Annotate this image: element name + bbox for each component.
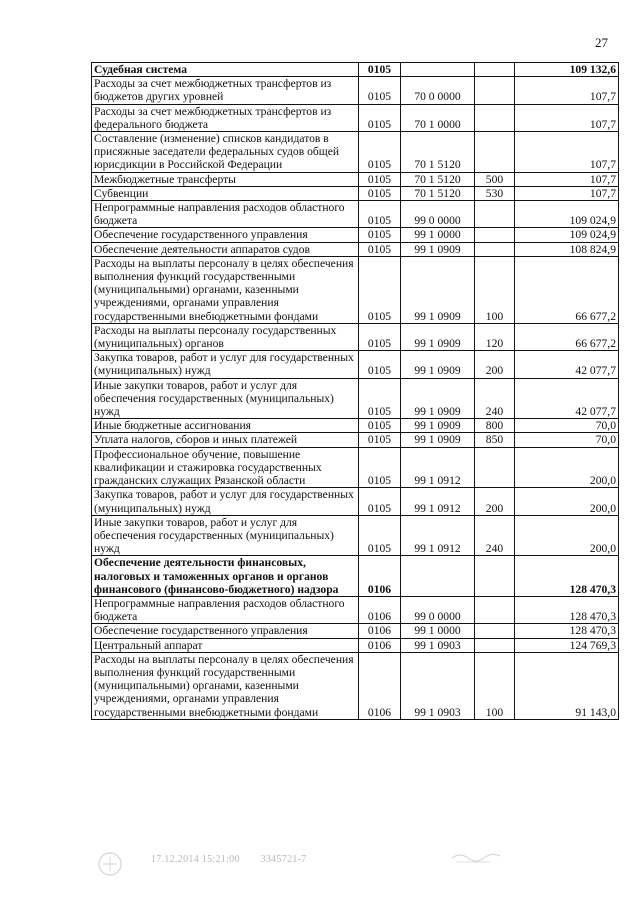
row-amount: 107,7 <box>515 104 619 131</box>
row-amount: 66 677,2 <box>515 323 619 350</box>
row-section: 0105 <box>359 515 401 556</box>
row-expense-type <box>475 104 515 131</box>
row-section: 0105 <box>359 447 401 488</box>
row-name: Составление (изменение) списков кандидатов в присяжные заседатели федеральных судов общей юрисдикции в Российской Федерации <box>92 132 359 173</box>
row-amount: 124 769,3 <box>515 638 619 652</box>
row-expense-type: 200 <box>475 488 515 515</box>
row-amount: 200,0 <box>515 515 619 556</box>
row-amount: 200,0 <box>515 447 619 488</box>
footer-doc-id: 3345721-7 <box>260 854 307 865</box>
footer-datetime: 17.12.2014 15:21:00 <box>151 854 240 865</box>
table-row <box>92 433 619 447</box>
row-expense-type: 120 <box>475 323 515 350</box>
table-row <box>92 228 619 242</box>
row-expense-type <box>475 638 515 652</box>
row-target <box>401 63 475 77</box>
row-section: 0105 <box>359 256 401 323</box>
row-target: 99 0 0000 <box>401 201 475 228</box>
scan-noise-icon <box>450 850 510 864</box>
table-row <box>92 515 619 556</box>
table-row <box>92 77 619 104</box>
row-section: 0105 <box>359 104 401 131</box>
row-expense-type: 500 <box>475 172 515 186</box>
row-name: Уплата налогов, сборов и иных платежей <box>92 433 359 447</box>
row-section: 0105 <box>359 378 401 419</box>
row-amount: 70,0 <box>515 419 619 433</box>
table-row <box>92 63 619 77</box>
row-name: Непрограммные направления расходов областного бюджета <box>92 596 359 623</box>
row-expense-type <box>475 447 515 488</box>
table-row <box>92 652 619 719</box>
row-name: Непрограммные направления расходов областного бюджета <box>92 201 359 228</box>
row-amount: 200,0 <box>515 488 619 515</box>
row-name: Субвенции <box>92 186 359 200</box>
row-section: 0105 <box>359 77 401 104</box>
row-target: 99 1 0912 <box>401 515 475 556</box>
row-section: 0105 <box>359 186 401 200</box>
row-target: 99 1 0903 <box>401 652 475 719</box>
row-section: 0105 <box>359 488 401 515</box>
row-amount: 42 077,7 <box>515 378 619 419</box>
row-expense-type <box>475 242 515 256</box>
row-expense-type <box>475 228 515 242</box>
row-expense-type <box>475 624 515 638</box>
row-section: 0105 <box>359 242 401 256</box>
row-expense-type: 240 <box>475 515 515 556</box>
table-row <box>92 419 619 433</box>
table-row <box>92 132 619 173</box>
row-section: 0106 <box>359 624 401 638</box>
budget-table <box>91 62 619 720</box>
row-target: 70 1 5120 <box>401 172 475 186</box>
row-target: 99 1 0909 <box>401 378 475 419</box>
row-target: 99 1 0909 <box>401 323 475 350</box>
row-target: 99 1 0909 <box>401 419 475 433</box>
table-row <box>92 172 619 186</box>
row-target: 70 1 5120 <box>401 186 475 200</box>
row-target: 99 1 0000 <box>401 228 475 242</box>
row-target: 99 1 0912 <box>401 447 475 488</box>
row-expense-type <box>475 63 515 77</box>
row-name: Расходы на выплаты персоналу в целях обеспечения выполнения функций государственными (муниципальными) органами, казенными учреждениями, органами управления государственными внебюджетными фондами <box>92 256 359 323</box>
table-row <box>92 242 619 256</box>
row-amount: 66 677,2 <box>515 256 619 323</box>
row-name: Расходы за счет межбюджетных трансфертов из федерального бюджета <box>92 104 359 131</box>
row-section: 0105 <box>359 63 401 77</box>
row-name: Центральный аппарат <box>92 638 359 652</box>
row-target: 99 1 0912 <box>401 488 475 515</box>
row-name: Обеспечение деятельности аппаратов судов <box>92 242 359 256</box>
row-expense-type: 800 <box>475 419 515 433</box>
row-section: 0106 <box>359 638 401 652</box>
row-amount: 107,7 <box>515 186 619 200</box>
table-row <box>92 201 619 228</box>
table-row <box>92 104 619 131</box>
row-amount: 109 132,6 <box>515 63 619 77</box>
row-name: Межбюджетные трансферты <box>92 172 359 186</box>
row-target: 99 1 0909 <box>401 256 475 323</box>
row-expense-type: 100 <box>475 256 515 323</box>
row-name: Обеспечение деятельности финансовых, налоговых и таможенных органов и органов финансового (финансово-бюджетного) надзора <box>92 556 359 597</box>
row-amount: 42 077,7 <box>515 351 619 378</box>
row-section: 0105 <box>359 201 401 228</box>
row-section: 0105 <box>359 419 401 433</box>
row-name: Иные закупки товаров, работ и услуг для обеспечения государственных (муниципальных) нужд <box>92 378 359 419</box>
table-row <box>92 624 619 638</box>
row-section: 0106 <box>359 596 401 623</box>
row-expense-type <box>475 596 515 623</box>
row-name: Иные закупки товаров, работ и услуг для обеспечения государственных (муниципальных) нужд <box>92 515 359 556</box>
table-row <box>92 186 619 200</box>
row-amount: 107,7 <box>515 132 619 173</box>
row-target: 99 1 0903 <box>401 638 475 652</box>
page-number: 27 <box>595 35 608 50</box>
row-section: 0105 <box>359 323 401 350</box>
row-target: 99 0 0000 <box>401 596 475 623</box>
row-name: Обеспечение государственного управления <box>92 624 359 638</box>
row-amount: 70,0 <box>515 433 619 447</box>
footer-stamp <box>95 854 325 865</box>
row-name: Расходы на выплаты персоналу в целях обеспечения выполнения функций государственными (муниципальными) органами, казенными учреждениями, органами управления государственными внебюджетными фондами <box>92 652 359 719</box>
row-target: 70 1 0000 <box>401 104 475 131</box>
row-amount: 91 143,0 <box>515 652 619 719</box>
row-amount: 109 024,9 <box>515 201 619 228</box>
table-row <box>92 378 619 419</box>
row-target <box>401 556 475 597</box>
row-expense-type <box>475 201 515 228</box>
row-expense-type <box>475 77 515 104</box>
row-name: Расходы за счет межбюджетных трансфертов из бюджетов других уровней <box>92 77 359 104</box>
row-name: Судебная система <box>92 63 359 77</box>
row-name: Обеспечение государственного управления <box>92 228 359 242</box>
row-expense-type: 240 <box>475 378 515 419</box>
row-section: 0105 <box>359 172 401 186</box>
row-expense-type: 100 <box>475 652 515 719</box>
table-row <box>92 488 619 515</box>
row-name: Закупка товаров, работ и услуг для государственных (муниципальных) нужд <box>92 488 359 515</box>
row-expense-type <box>475 132 515 173</box>
table-row <box>92 256 619 323</box>
row-expense-type: 850 <box>475 433 515 447</box>
row-target: 70 0 0000 <box>401 77 475 104</box>
table-row <box>92 556 619 597</box>
row-amount: 109 024,9 <box>515 228 619 242</box>
row-expense-type <box>475 556 515 597</box>
row-expense-type: 530 <box>475 186 515 200</box>
row-amount: 107,7 <box>515 77 619 104</box>
row-section: 0105 <box>359 351 401 378</box>
row-amount: 128 470,3 <box>515 624 619 638</box>
table-row <box>92 447 619 488</box>
row-amount: 128 470,3 <box>515 596 619 623</box>
row-amount: 107,7 <box>515 172 619 186</box>
table-row <box>92 351 619 378</box>
row-section: 0105 <box>359 228 401 242</box>
row-target: 99 1 0909 <box>401 351 475 378</box>
table-row <box>92 596 619 623</box>
row-name: Иные бюджетные ассигнования <box>92 419 359 433</box>
row-name: Расходы на выплаты персоналу государственных (муниципальных) органов <box>92 323 359 350</box>
row-target: 99 1 0909 <box>401 242 475 256</box>
row-section: 0106 <box>359 652 401 719</box>
row-section: 0105 <box>359 132 401 173</box>
table-row <box>92 638 619 652</box>
row-target: 99 1 0909 <box>401 433 475 447</box>
row-name: Профессиональное обучение, повышение квалификации и стажировка государственных гражданских служащих Рязанской области <box>92 447 359 488</box>
row-section: 0105 <box>359 433 401 447</box>
row-amount: 108 824,9 <box>515 242 619 256</box>
row-target: 99 1 0000 <box>401 624 475 638</box>
row-target: 70 1 5120 <box>401 132 475 173</box>
table-row <box>92 323 619 350</box>
row-name: Закупка товаров, работ и услуг для государственных (муниципальных) нужд <box>92 351 359 378</box>
row-section: 0106 <box>359 556 401 597</box>
row-expense-type: 200 <box>475 351 515 378</box>
row-amount: 128 470,3 <box>515 556 619 597</box>
